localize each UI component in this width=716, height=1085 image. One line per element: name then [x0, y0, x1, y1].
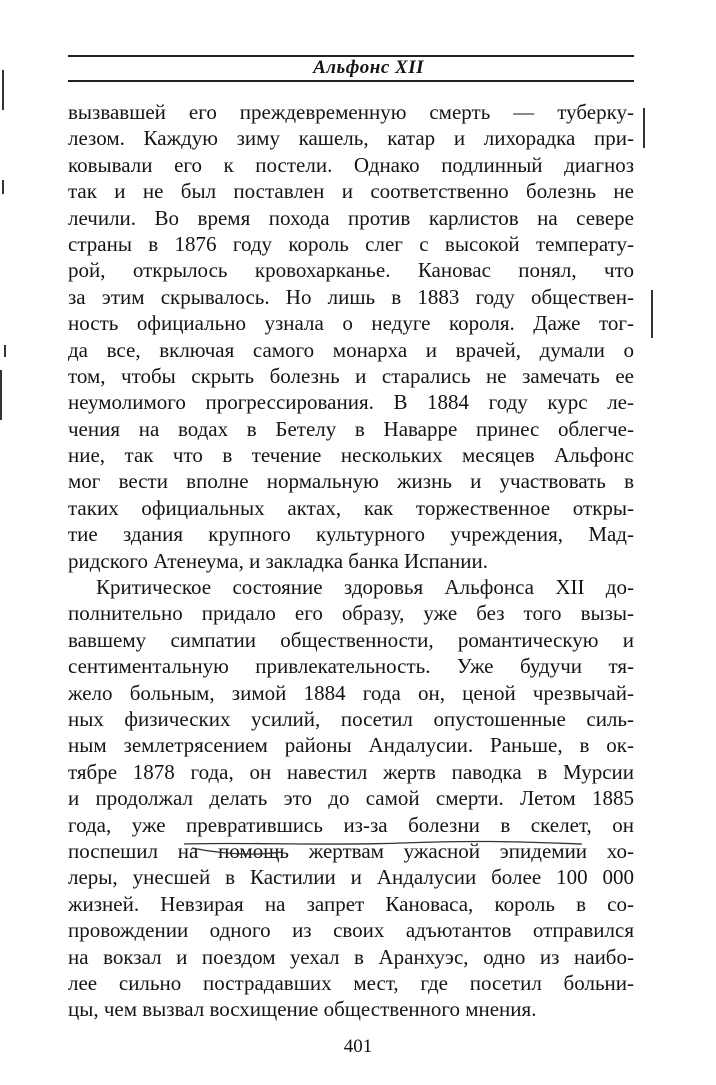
- text-line: тие здания крупного культурного учреждения, Мад-: [68, 522, 634, 547]
- text-line: ность официально узнала о недуге короля. Даже тог-: [68, 311, 634, 336]
- text-line: провождении одного из своих адъютантов отправился: [68, 918, 634, 943]
- text-line: ние, так что в течение нескольких месяцев Альфонс: [68, 443, 634, 468]
- text-line: года, уже превратившись из-за болезни в скелет, он: [68, 812, 634, 837]
- text-line: Критическое состояние здоровья Альфонса XII до-: [96, 575, 634, 600]
- text-line: вавшему симпатии общественности, романтическую и: [68, 627, 634, 652]
- text-line: поспешил на помощь жертвам ужасной эпидемии хо-: [68, 838, 634, 863]
- text-line: за этим скрывалось. Но лишь в 1883 году обществен-: [68, 284, 634, 309]
- text-line: полнительно придало его образу, уже без того вызы-: [68, 601, 634, 626]
- header-rule-bottom: [68, 80, 634, 82]
- text-line: мог вести вполне нормальную жизнь и участвовать в: [68, 469, 634, 494]
- text-line: и продолжал делать это до самой смерти. Летом 1885: [68, 786, 634, 811]
- text-line: лее сильно пострадавших мест, где посетил больни-: [68, 970, 634, 995]
- text-line: том, чтобы скрыть болезнь и старались не замечать ее: [68, 363, 634, 388]
- text-line: тябре 1878 года, он навестил жертв паводка в Мурсии: [68, 759, 634, 784]
- body-text: [68, 99, 634, 1023]
- margin-mark: [0, 370, 2, 420]
- text-line: ковывали его к постели. Однако подлинный диагноз: [68, 152, 634, 177]
- text-line: страны в 1876 году король слег с высокой температу-: [68, 231, 634, 256]
- text-line: ридского Атенеума, и закладка банка Испании.: [68, 548, 489, 573]
- text-line: так и не был поставлен и соответственно болезнь не: [68, 179, 634, 204]
- page-number: 401: [343, 1036, 373, 1057]
- margin-mark: [651, 290, 653, 338]
- text-line: рой, открылось кровохарканье. Кановас понял, что: [68, 258, 634, 283]
- text-line: неумолимого прогрессирования. В 1884 году курс ле-: [68, 390, 634, 415]
- margin-mark: [4, 345, 6, 357]
- text-line: таких официальных актах, как торжественное откры-: [68, 495, 634, 520]
- pencil-underline: [182, 840, 587, 864]
- running-header: Альфонс XII: [313, 57, 424, 78]
- text-line: жело больным, зимой 1884 года он, ценой чрезвычай-: [68, 680, 634, 705]
- text-line: чения на водах в Бетелу в Наварре принес облегче-: [68, 416, 634, 441]
- text-line: да все, включая самого монарха и врачей, думали о: [68, 337, 634, 362]
- text-line: цы, чем вызвал восхищение общественного мнения.: [68, 997, 537, 1022]
- text-line: леры, унесшей в Кастилии и Андалусии более 100 000: [68, 865, 634, 890]
- text-line: вызвавшей его преждевременную смерть — туберку-: [68, 100, 634, 124]
- text-line: лечили. Во время похода против карлистов на севере: [68, 205, 634, 230]
- text-line: ных физических усилий, посетил опустошенные силь-: [68, 706, 634, 731]
- margin-mark: [643, 108, 645, 148]
- text-line: лезом. Каждую зиму кашель, катар и лихорадка при-: [68, 126, 634, 151]
- margin-mark: [2, 70, 4, 110]
- text-line: сентиментальную привлекательность. Уже будучи тя-: [68, 654, 634, 679]
- text-line: ным землетрясением районы Андалусии. Раньше, в ок-: [68, 733, 634, 758]
- text-line: на вокзал и поездом уехал в Аранхуэс, одно из наибо-: [68, 944, 634, 969]
- text-line: жизней. Невзирая на запрет Кановаса, король в со-: [68, 891, 634, 916]
- margin-mark: [2, 180, 4, 194]
